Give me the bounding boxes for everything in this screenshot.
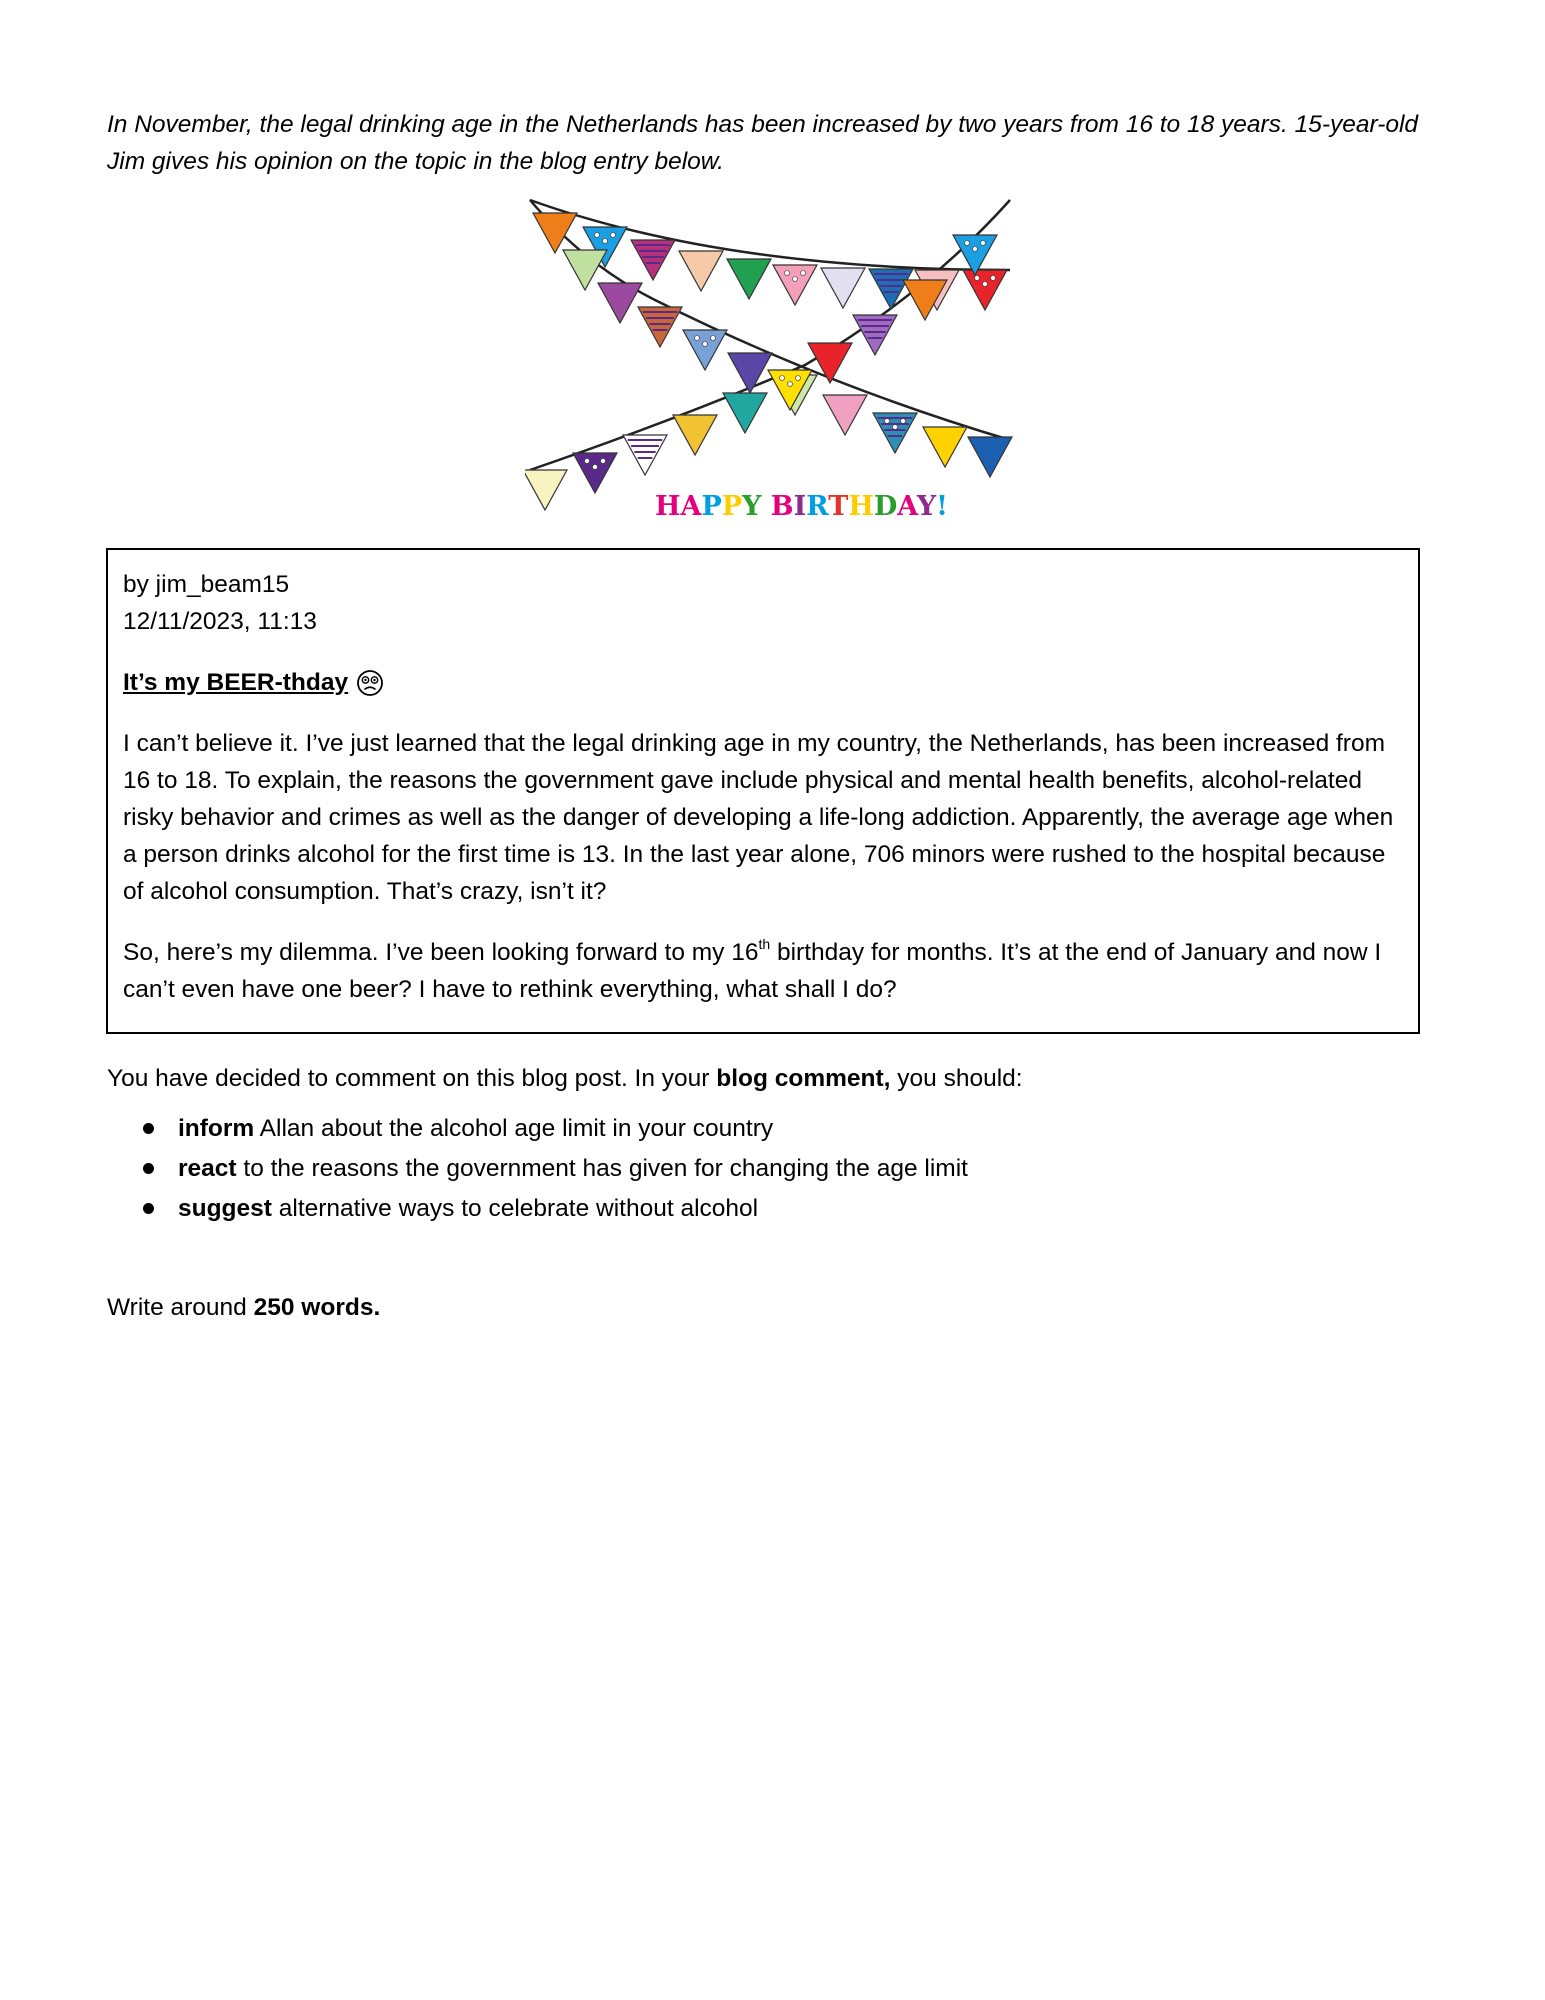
flag-pattern-dot (601, 459, 606, 464)
blog-author: by jim_beam15 (123, 571, 290, 598)
flag-pattern-dot (893, 425, 898, 430)
bunting-flag (923, 427, 967, 467)
bunting-flag (963, 270, 1007, 310)
word-count-bold: 250 words. (253, 1294, 381, 1321)
flag-pattern-dot (593, 465, 598, 470)
bunting-flag (968, 437, 1012, 477)
instructions-lead-part-2: you should: (890, 1065, 1023, 1092)
flag-pattern-dot (793, 277, 798, 282)
worried-face-icon (356, 669, 384, 697)
blog-paragraph-2 (123, 934, 1403, 1008)
task-verb: react (178, 1155, 237, 1182)
bunting-flag (525, 470, 567, 510)
flag-pattern-dot (585, 459, 590, 464)
task-bullet-item (107, 1189, 1447, 1229)
bunting-flags (525, 213, 1012, 510)
flag-pattern-dot (785, 271, 790, 276)
instructions-lead-bold: blog comment, (716, 1065, 891, 1092)
bullet-dot-icon (143, 1123, 154, 1134)
bunting-flag (821, 268, 865, 308)
intro-text: In November, the legal drinking age in the Netherlands has been increased by two years from 16 to 18 years. 15-year-old Jim gives his opinion on the topic in the blog entry below. (107, 111, 1419, 175)
task-text: alternative ways to celebrate without alcohol (271, 1195, 759, 1222)
blog-datetime: 12/11/2023, 11:13 (123, 608, 317, 635)
blog-title-row (123, 664, 1403, 701)
word-count-instruction (107, 1289, 380, 1326)
blog-paragraph-1: I can’t believe it. I’ve just learned that the legal drinking age in my country, the Netherlands, has been increased from 16 to 18. To explain, the reasons the government gave include physical and mental health benefits, alcohol-related risky behavior and crimes as well as the danger of developing a life-long addiction. Apparently, the average age when a person drinks alcohol for the first time is 13. In the last year alone, 706 minors were rushed to the hospital because of alcohol consumption. That’s crazy, isn’t it? (123, 730, 1394, 905)
flag-pattern-dot (711, 336, 716, 341)
flag-pattern-dot (603, 239, 608, 244)
task-bullet-item (107, 1109, 1447, 1149)
bunting-flag (728, 353, 772, 393)
flag-pattern-dot (975, 276, 980, 281)
task-instructions (107, 1060, 1447, 1229)
blog-entry-box (106, 548, 1420, 1034)
flag-pattern-dot (885, 419, 890, 424)
blog-title: It’s my BEER-thday (123, 669, 349, 696)
bunting-flag (727, 259, 771, 299)
flag-pattern-dot (695, 336, 700, 341)
bunting-flag (598, 283, 642, 323)
bunting-flag (679, 251, 723, 291)
flag-pattern-dot (796, 376, 801, 381)
bunting-flag (723, 393, 767, 433)
bunting-flag (573, 453, 617, 493)
ordinal-superscript: th (758, 935, 771, 952)
instructions-lead (107, 1060, 1447, 1097)
bullet-dot-icon (143, 1163, 154, 1174)
task-bullet-item (107, 1149, 1447, 1189)
bullet-dot-icon (143, 1203, 154, 1214)
task-verb: inform (178, 1115, 255, 1142)
birthday-bunting-illustration (525, 195, 1015, 525)
task-bullet-list (107, 1109, 1447, 1229)
flag-pattern-dot (780, 376, 785, 381)
blog-paragraph-2-part-2: birthday for months. It’s at the end of January and now I can’t even have one beer? I have to rethink everything, what shall I do? (123, 939, 1382, 1003)
task-verb: suggest (178, 1195, 272, 1222)
flag-pattern-dot (983, 282, 988, 287)
flag-pattern-dot (801, 271, 806, 276)
instructions-lead-part-1: You have decided to comment on this blog post. In your (107, 1065, 717, 1092)
blog-paragraph-2-part-1: So, here’s my dilemma. I’ve been looking forward to my 16 (123, 939, 759, 966)
flag-pattern-dot (981, 241, 986, 246)
flag-pattern-dot (991, 276, 996, 281)
flag-pattern-dot (703, 342, 708, 347)
bunting-flag (773, 265, 817, 305)
happy-birthday-banner: HAPPY BIRTHDAY! (655, 491, 948, 522)
word-count-text: Write around (107, 1294, 254, 1321)
bunting-flag (673, 415, 717, 455)
flag-pattern-dot (611, 233, 616, 238)
task-text: Allan about the alcohol age limit in your country (254, 1115, 774, 1142)
flag-pattern-dot (595, 233, 600, 238)
flag-pattern-dot (973, 247, 978, 252)
flag-pattern-dot (788, 382, 793, 387)
flag-pattern-dot (965, 241, 970, 246)
bunting-flag (683, 330, 727, 370)
bunting-flag (823, 395, 867, 435)
task-text: to the reasons the government has given for changing the age limit (236, 1155, 968, 1182)
bunting-flag (533, 213, 577, 253)
flag-pattern-dot (901, 419, 906, 424)
